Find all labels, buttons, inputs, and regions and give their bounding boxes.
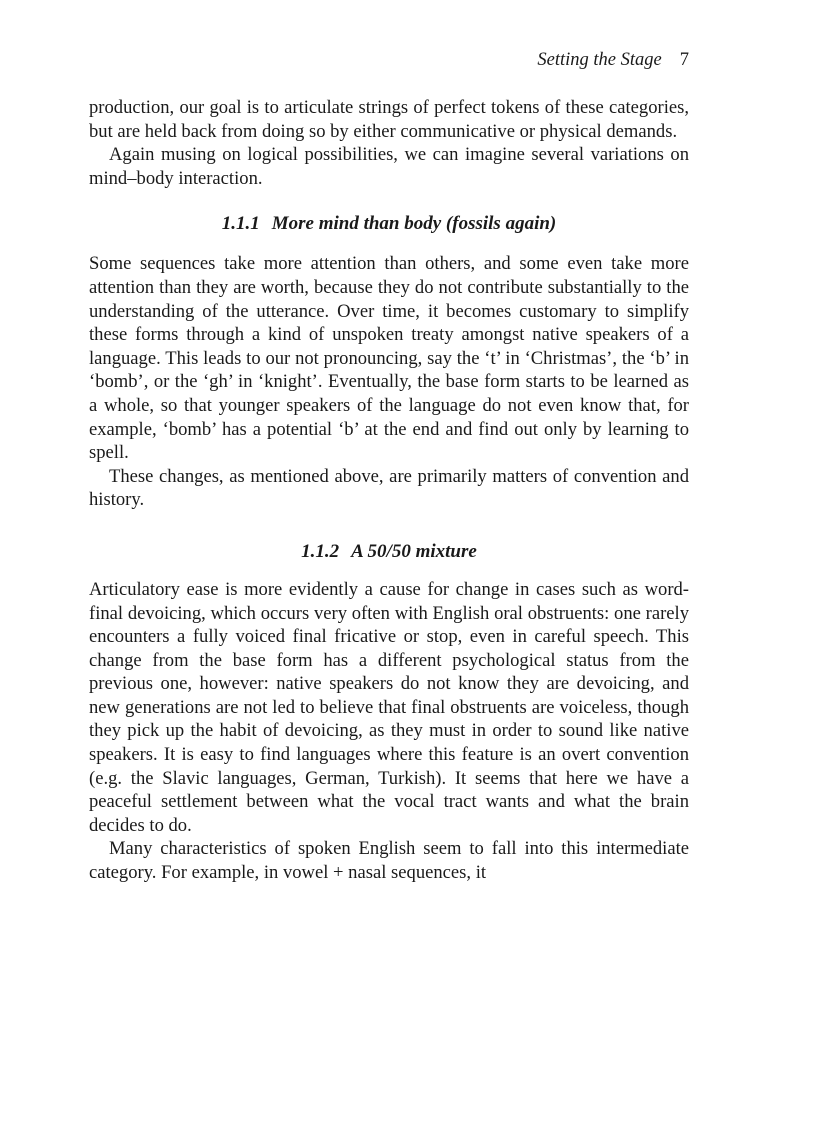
running-head — [89, 50, 689, 80]
page-number: 7 — [679, 50, 689, 70]
section-title: A 50/50 mixture — [351, 540, 477, 562]
book-page — [89, 50, 689, 885]
paragraph: Again musing on logical possibilities, we can imagine several variations on mind–body interaction. — [89, 144, 689, 189]
running-title: Setting the Stage — [537, 50, 662, 70]
paragraph: Some sequences take more attention than others, and some even take more attention than they are worth, because they do not contribute substantially to the understanding of the utterance. Over time, it becomes customary to simplify these forms through a kind of unspoken treaty amongst native speakers of a language. This leads to our not pronouncing, say the ‘t’ in ‘Christmas’, the ‘b’ in ‘bomb’, or the ‘gh’ in ‘knight’. Eventually, the base form starts to be learned as a whole, so that younger speakers of the language do not even know that, for example, ‘bomb’ has a potential ‘b’ at the end and find out only by learning to spell. — [89, 253, 689, 464]
section-heading-1-1-1 — [89, 212, 689, 236]
section-number: 1.1.1 — [221, 213, 260, 235]
section-heading-1-1-2 — [89, 540, 689, 564]
section-title: More mind than body (fossils again) — [271, 213, 557, 235]
paragraph: Many characteristics of spoken English seem to fall into this intermediate category. For example, in vowel + nasal sequences, it — [89, 838, 689, 884]
paragraph-continued: production, our goal is to articulate strings of perfect tokens of these categories, but are held back from doing so by either communicative or physical demands. — [89, 97, 689, 142]
paragraph: Articulatory ease is more evidently a cause for change in cases such as word-final devoicing, which occurs very often with English oral obstruents: one rarely encounters a fully voiced final fricative or stop, even in careful speech. This change from the base form has a different psychological status from the previous one, however: native speakers do not know they are devoicing, and new generations are not led to believe that final obstruents are voiceless, though they pick up the habit of devoicing, as they must in order to sound like native speakers. It is easy to find languages where this feature is an overt convention (e.g. the Slavic languages, German, Turkish). It seems that here we have a peaceful settlement between what the vocal tract wants and what the brain decides to do. — [89, 578, 689, 836]
paragraph: These changes, as mentioned above, are primarily matters of convention and history. — [89, 465, 689, 511]
section-number: 1.1.2 — [301, 540, 340, 562]
